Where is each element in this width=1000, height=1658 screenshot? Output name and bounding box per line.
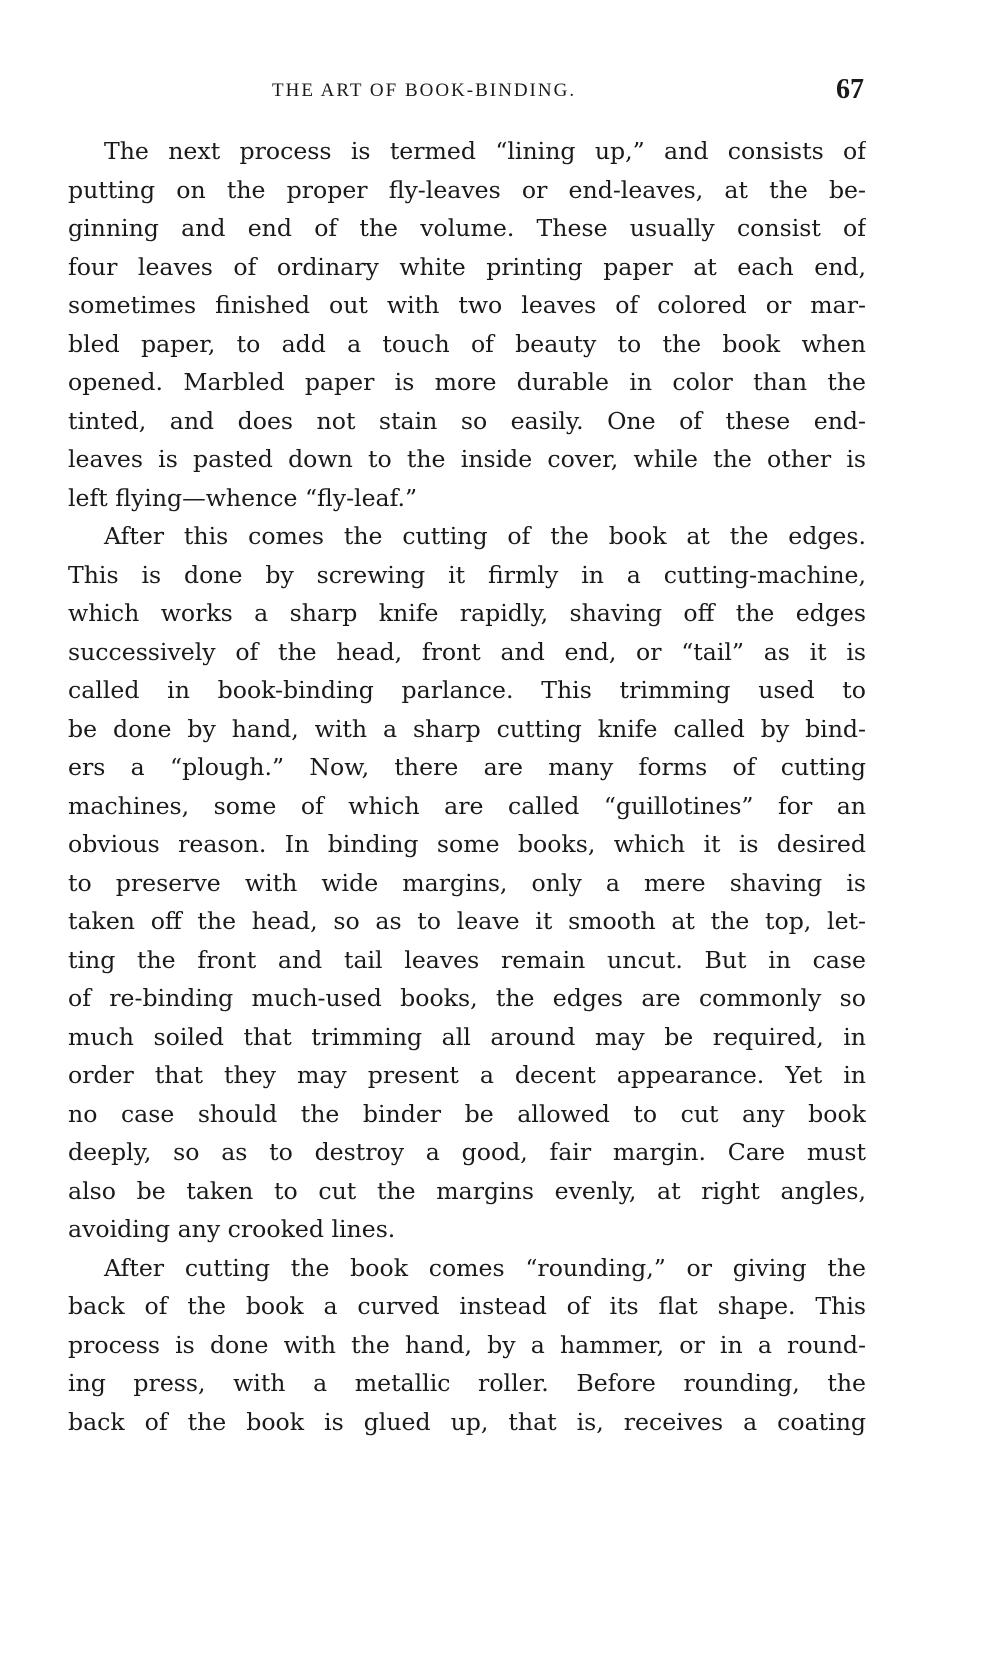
text-line: back of the book is glued up, that is, receives a coating [68,1407,866,1436]
text-line: order that they may present a decent appearance. Yet in [68,1061,866,1089]
text-line: of re-binding much-used books, the edges are commonly so [68,984,866,1012]
text-line: tinted, and does not stain so easily. One of these end- [68,406,866,435]
text-line: be done by hand, with a sharp cutting knife called by bind- [68,714,866,743]
text-line: no case should the binder be allowed to cut any book [68,1099,866,1128]
text-line: After cutting the book comes “rounding,” or giving the [104,1253,866,1282]
text-line: putting on the proper fly-leaves or end-leaves, at the be- [68,175,866,204]
text-line: machines, some of which are called “guillotines” for an [68,791,866,820]
text-line: avoiding any crooked lines. [68,1215,396,1243]
paragraph [68,517,866,1249]
paragraph [68,1249,866,1442]
running-head [0,74,1000,118]
text-line: to preserve with wide margins, only a mere shaving is [68,868,866,897]
text-line: opened. Marbled paper is more durable in color than the [68,368,866,396]
text-line: back of the book a curved instead of its flat shape. This [68,1292,866,1320]
text-line: sometimes finished out with two leaves of colored or mar- [68,291,866,319]
text-line: bled paper, to add a touch of beauty to the book when [68,329,866,358]
text-line: also be taken to cut the margins evenly, at right angles, [68,1176,866,1205]
text-line: much soiled that trimming all around may be required, in [68,1022,866,1051]
text-line: process is done with the hand, by a hammer, or in a round- [68,1330,866,1359]
page-number: 67 [836,74,864,105]
text-line: successively of the head, front and end, or “tail” as it is [68,637,866,666]
text-line: taken off the head, so as to leave it smooth at the top, let- [68,907,866,935]
paragraph [68,132,866,517]
text-line: After this comes the cutting of the book at the edges. [104,522,866,550]
text-line: This is done by screwing it firmly in a cutting-machine, [68,560,866,589]
body-text [68,132,866,1441]
text-line: ing press, with a metallic roller. Before rounding, the [68,1369,866,1397]
running-title: THE ART OF BOOK-BINDING. [272,80,577,101]
text-line: leaves is pasted down to the inside cover, while the other is [68,445,866,473]
text-line: which works a sharp knife rapidly, shaving off the edges [68,599,866,627]
text-line: ers a “plough.” Now, there are many forms of cutting [68,753,866,781]
text-line: obvious reason. In binding some books, which it is desired [68,830,866,858]
text-line: The next process is termed “lining up,” and consists of [104,137,866,165]
text-line: called in book-binding parlance. This trimming used to [68,676,866,704]
text-line: deeply, so as to destroy a good, fair margin. Care must [68,1138,866,1166]
text-line: left flying—whence “fly-leaf.” [68,483,418,512]
text-line: four leaves of ordinary white printing paper at each end, [68,252,866,281]
text-line: ginning and end of the volume. These usually consist of [68,214,866,242]
text-line: ting the front and tail leaves remain uncut. But in case [68,945,866,974]
